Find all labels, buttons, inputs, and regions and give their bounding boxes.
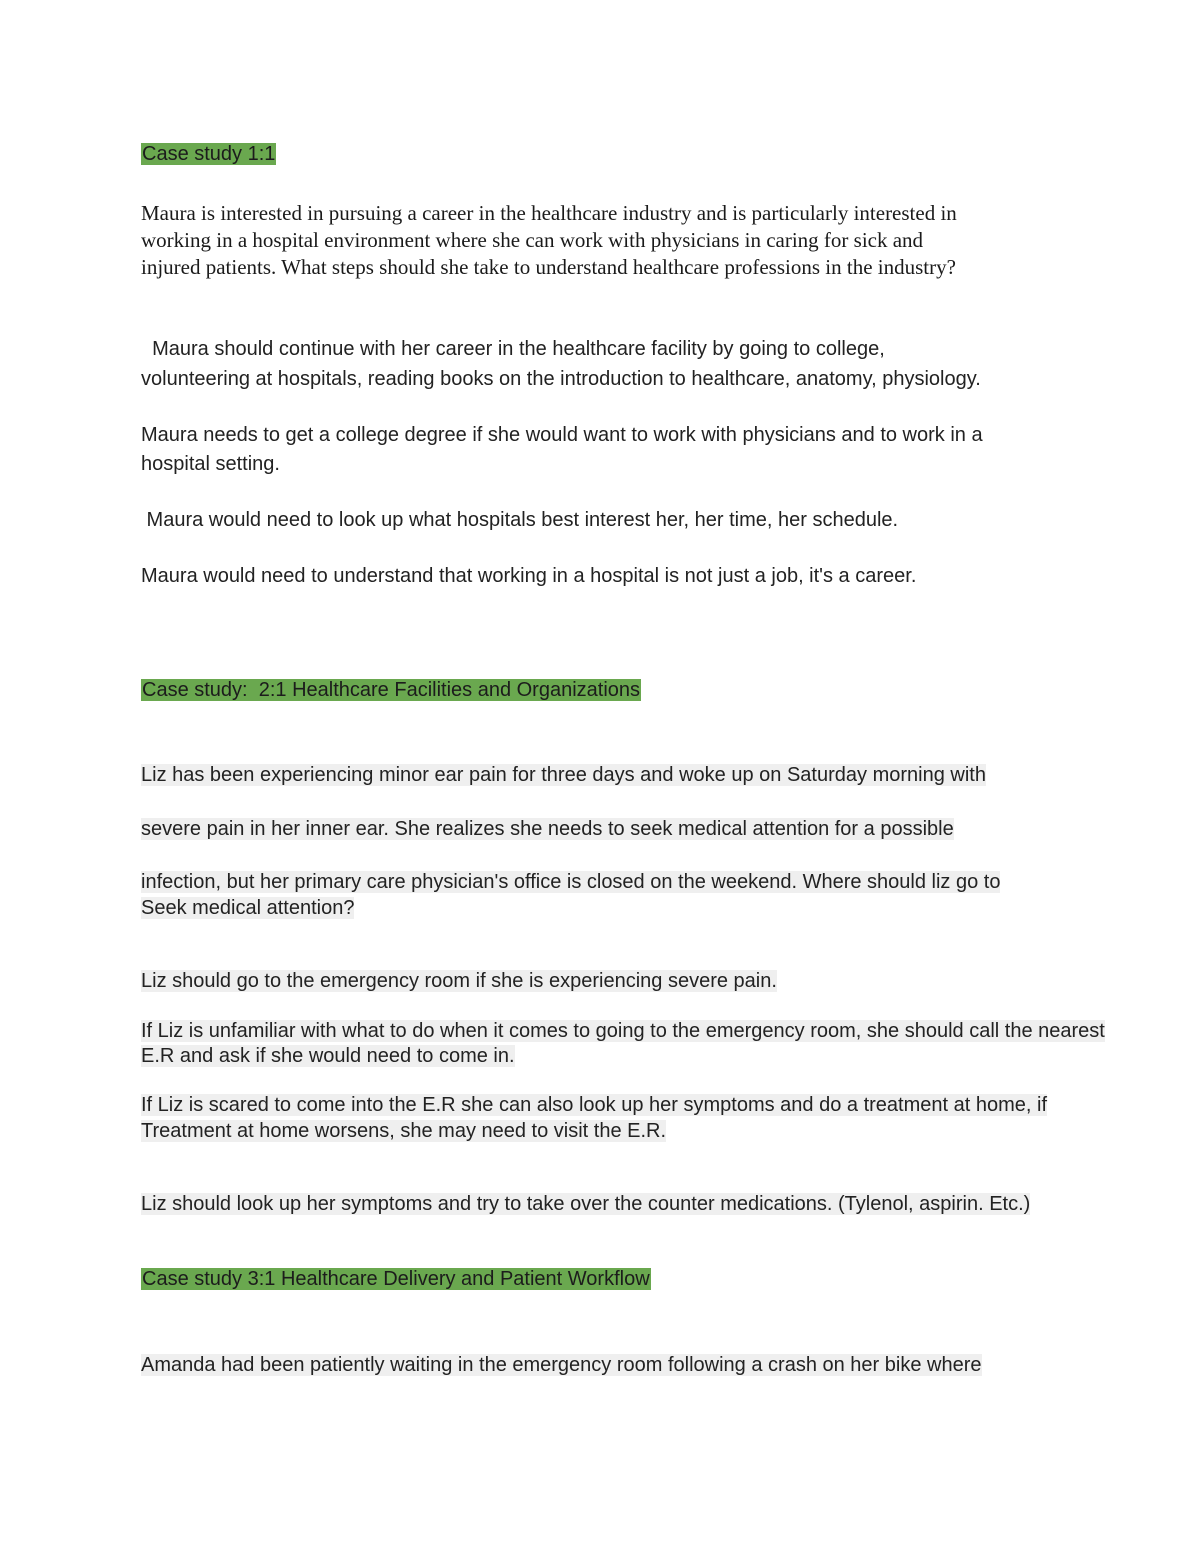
case2-answer4	[141, 1191, 1030, 1217]
case2-answer2-line-1	[141, 1018, 1105, 1044]
case1-question-line-3: injured patients. What steps should she take to understand healthcare professions in the industry?	[141, 255, 956, 279]
case1-answer2-line-1: Maura needs to get a college degree if she would want to work with physicians and to work in a	[141, 424, 983, 446]
case1-question-line-2: working in a hospital environment where she can work with physicians in caring for sick and	[141, 228, 924, 252]
case2-question-line-4-text: Seek medical attention?	[141, 897, 355, 919]
case3-question-line-1-text: Amanda had been patiently waiting in the emergency room following a crash on her bike where	[141, 1354, 982, 1376]
case3-heading-text: Case study 3:1 Healthcare Delivery and Patient Workflow	[142, 1268, 650, 1290]
case2-heading	[141, 677, 641, 703]
case2-heading-text: Case study: 2:1 Healthcare Facilities and Organizations	[142, 679, 641, 701]
case1-heading	[141, 141, 276, 167]
case1-answer4: Maura would need to understand that working in a hospital is not just a job, it's a career.	[141, 565, 917, 587]
case1-answer3: Maura would need to look up what hospitals best interest her, her time, her schedule.	[141, 509, 899, 531]
case2-question-line-2-text: severe pain in her inner ear. She realizes she needs to seek medical attention for a possible	[141, 818, 954, 840]
case1-answer1-line-2: volunteering at hospitals, reading books on the introduction to healthcare, anatomy, physiology.	[141, 368, 981, 390]
case2-answer3-line-1	[141, 1092, 1047, 1118]
case1-question-line-1: Maura is interested in pursuing a career in the healthcare industry and is particularly interested in	[141, 201, 957, 225]
case2-answer3-line-2	[141, 1118, 666, 1144]
case2-question-line-1	[141, 762, 986, 788]
case1-answer2-line-2: hospital setting.	[141, 453, 280, 475]
case2-answer3-line-2-text: Treatment at home worsens, she may need to visit the E.R.	[141, 1120, 667, 1142]
case2-answer2-line-1-text: If Liz is unfamiliar with what to do when it comes to going to the emergency room, she should call the nearest	[141, 1020, 1105, 1042]
case2-question-line-4	[141, 895, 354, 921]
case2-question-line-1-text: Liz has been experiencing minor ear pain for three days and woke up on Saturday morning with	[141, 764, 986, 786]
case2-question-line-3	[141, 869, 1000, 895]
case2-question-line-3-text: infection, but her primary care physician's office is closed on the weekend. Where should liz go to	[141, 871, 1001, 893]
case2-answer2-line-2-text: E.R and ask if she would need to come in.	[141, 1045, 515, 1067]
case2-answer1-text: Liz should go to the emergency room if she is experiencing severe pain.	[141, 970, 777, 992]
case2-answer1	[141, 968, 777, 994]
case1-heading-text: Case study 1:1	[142, 143, 276, 165]
case2-answer2-line-2	[141, 1043, 515, 1069]
case1-answer1-line-1: Maura should continue with her career in the healthcare facility by going to college,	[141, 338, 885, 360]
case3-heading	[141, 1266, 651, 1292]
case3-question-line-1	[141, 1352, 982, 1378]
case2-question-line-2	[141, 816, 954, 842]
case2-answer4-text: Liz should look up her symptoms and try to take over the counter medications. (Tylenol, aspirin. Etc.)	[141, 1193, 1031, 1215]
case2-answer3-line-1-text: If Liz is scared to come into the E.R she can also look up her symptoms and do a treatment at home, if	[141, 1094, 1048, 1116]
